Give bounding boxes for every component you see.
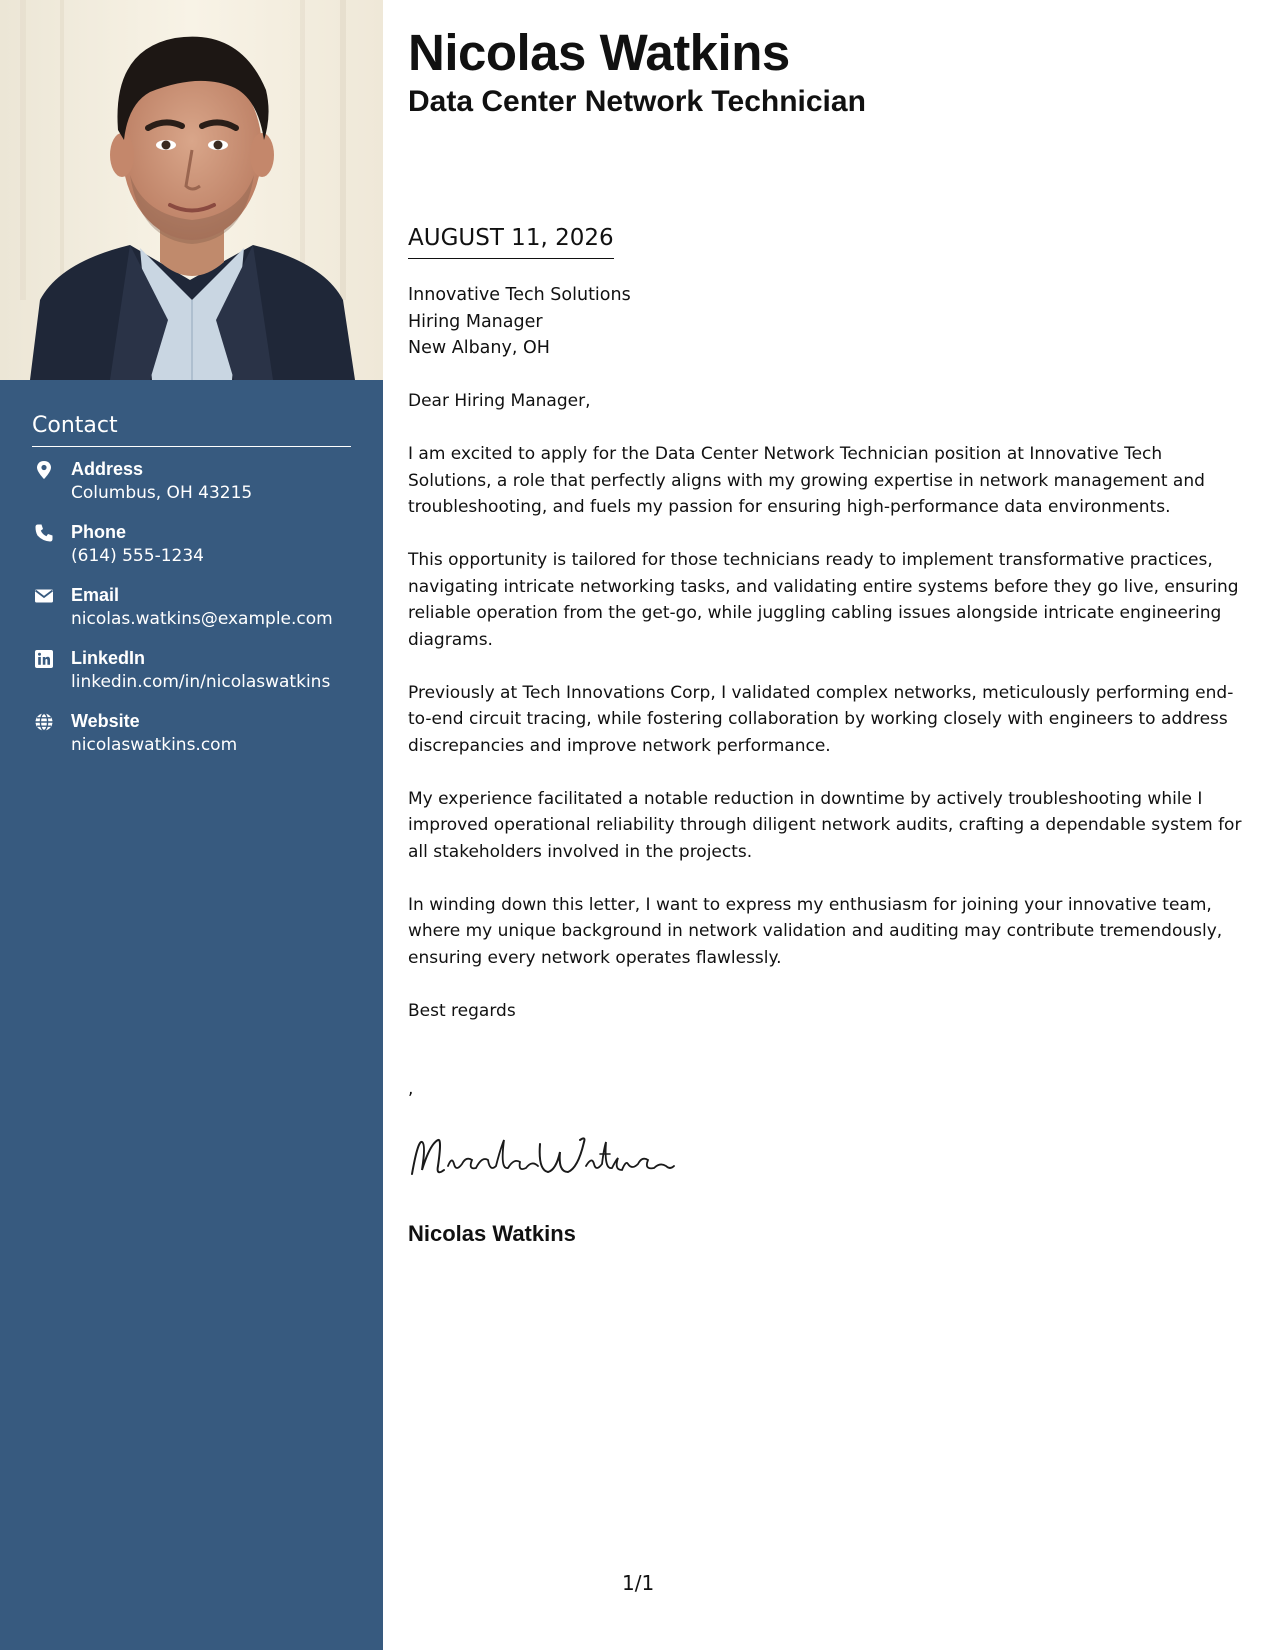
- contact-item-address: [32, 457, 351, 520]
- contact-value-linkedin[interactable]: linkedin.com/in/nicolaswatkins: [71, 672, 331, 692]
- signer-name: Nicolas Watkins: [408, 1221, 576, 1246]
- contact-item-linkedin: [32, 646, 351, 709]
- contact-item-email: [32, 583, 351, 646]
- envelope-icon: [34, 586, 54, 606]
- contact-value-website[interactable]: nicolaswatkins.com: [71, 735, 238, 755]
- handwritten-signature: [408, 1130, 678, 1189]
- recipient-company: Innovative Tech Solutions: [408, 285, 631, 305]
- contact-label-linkedin: LinkedIn: [71, 648, 146, 668]
- recipient-title: Hiring Manager: [408, 311, 543, 332]
- contact-label-email: Email: [71, 585, 120, 605]
- contact-label-address: Address: [71, 459, 144, 479]
- contact-item-website: [32, 709, 351, 772]
- recipient-block: [408, 282, 631, 362]
- letter-body: [408, 388, 1248, 1051]
- contact-heading: Contact: [32, 412, 351, 447]
- contact-label-phone: Phone: [71, 522, 127, 542]
- sidebar: [0, 0, 383, 1650]
- body-paragraph: In winding down this letter, I want to express my enthusiasm for joining your innovative team, where my unique background in network validation and auditing may contribute tremendously, ensuring every network operates flawlessly.: [408, 894, 1223, 968]
- map-pin-icon: [34, 460, 54, 480]
- letter-date: AUGUST 11, 2026: [408, 222, 614, 259]
- phone-icon: [34, 523, 54, 543]
- recipient-location: New Albany, OH: [408, 338, 550, 358]
- body-paragraph: I am excited to apply for the Data Center Network Technician position at Innovative Tech Solutions, a role that perfectly aligns with my growing expertise in network management and troubleshooting, and fuels my passion for ensuring high-performance data environments.: [408, 444, 1205, 517]
- applicant-name: Nicolas Watkins: [408, 24, 790, 81]
- closing: Best regards: [408, 1000, 516, 1021]
- body-paragraph: My experience facilitated a notable reduction in downtime by actively troubleshooting while I improved operational reliability through diligent network audits, crafting a dependable system for all stakeholders involved in the projects.: [408, 788, 1242, 862]
- closing-comma: ,: [408, 1079, 414, 1099]
- profile-photo: [0, 0, 383, 380]
- salutation: Dear Hiring Manager,: [408, 391, 591, 411]
- linkedin-icon: [34, 649, 54, 669]
- page-number: 1/1: [622, 1571, 655, 1595]
- contact-value-email[interactable]: nicolas.watkins@example.com: [71, 609, 333, 629]
- globe-icon: [34, 712, 54, 732]
- contact-value-phone[interactable]: (614) 555-1234: [71, 546, 204, 566]
- contact-item-phone: [32, 520, 351, 583]
- body-paragraph: Previously at Tech Innovations Corp, I validated complex networks, meticulously performing end-to-end circuit tracing, while fostering collaboration by working closely with engineers to address discrepancies and improve network performance.: [408, 682, 1234, 756]
- contact-value-address: Columbus, OH 43215: [71, 483, 253, 503]
- contact-section: [32, 412, 351, 772]
- body-paragraph: This opportunity is tailored for those technicians ready to implement transformative practices, navigating intricate networking tasks, and validating entire systems before they go live, ensuring reliable operation from the get-go, while juggling cabling issues alongside intricate engineering diagrams.: [408, 550, 1239, 650]
- job-title: Data Center Network Technician: [408, 85, 866, 118]
- contact-label-website: Website: [71, 711, 140, 731]
